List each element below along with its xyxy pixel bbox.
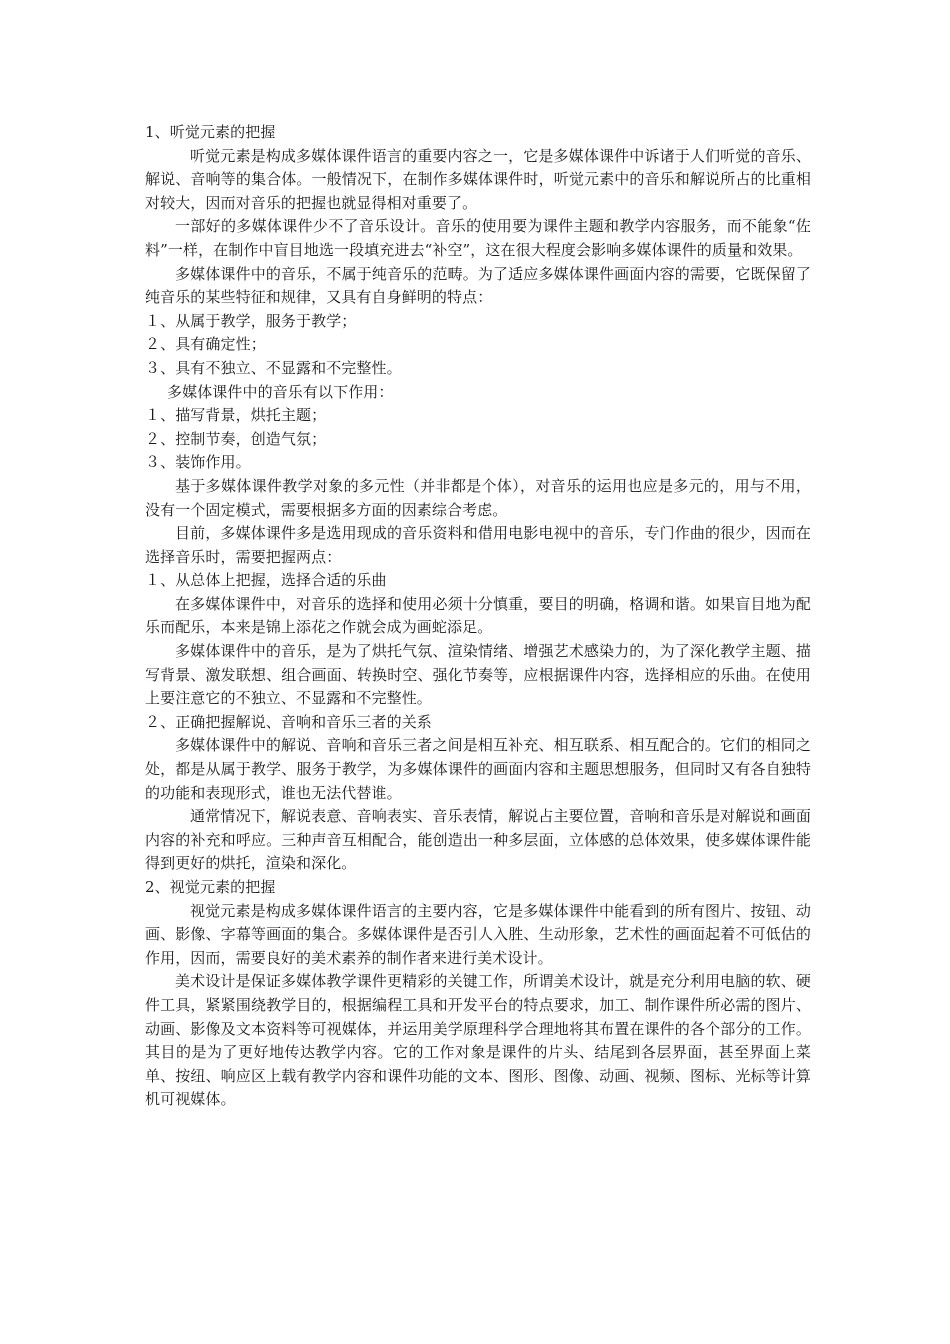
list-item: ２、具有确定性； [145,335,266,354]
paragraph: 听觉元素是构成多媒体课件语言的重要内容之一，它是多媒体课件中诉诸于人们听觉的音乐、解说、音响等的集合体。一般情况下，在制作多媒体课件时，听觉元素中的音乐和解说所占的比重相对较大，因而对音乐的把握也就显得相对重要了。 [145,146,811,212]
list-item: ２、正确把握解说、音响和音乐三者的关系 [145,712,432,731]
list-item: ２、控制节奏，创造气氛； [145,429,327,448]
paragraph: 基于多媒体课件教学对象的多元性（并非都是个体），对音乐的运用也应是多元的，用与不用，没有一个固定模式，需要根据多方面的因素综合考虑。 [145,476,811,519]
paragraph: 目前，多媒体课件多是选用现成的音乐资料和借用电影电视中的音乐，专门作曲的很少，因而在选择音乐时，需要把握两点： [145,524,811,566]
paragraph: 美术设计是保证多媒体教学课件更精彩的关键工作，所谓美术设计，就是充分利用电脑的软、硬件工具，紧紧围绕教学目的，根据编程工具和开发平台的特点要求，加工、制作课件所必需的图片、动画、影像及文本资料等可视媒体，并运用美学原理科学合理地将其布置在课件的各个部分的工作。其目的是为了更好地传达教学内容。它的工作对象是课件的片头、结尾到各层界面，甚至界面上菜单、按纽、响应区上载有教学内容和课件功能的文本、图形、图像、动画、视频、图标、光标等计算机可视媒体。 [145,972,811,1109]
paragraph: 多媒体课件中的音乐，不属于纯音乐的范畴。为了适应多媒体课件画面内容的需要，它既保留了纯音乐的某些特征和规律，又具有自身鲜明的特点： [145,264,811,307]
paragraph: 多媒体课件中的音乐有以下作用： [167,382,394,401]
paragraph: 在多媒体课件中，对音乐的选择和使用必须十分慎重，要目的明确，格调和谐。如果盲目地为配乐而配乐，本来是锦上添花之作就会成为画蛇添足。 [145,594,811,637]
paragraph: 多媒体课件中的音乐，是为了烘托气氛、渲染情绪、增强艺术感染力的，为了深化教学主题、描写背景、激发联想、组合画面、转换时空、强化节奏等，应根据课件内容，选择相应的乐曲。在使用上要注意它的不独立、不显露和不完整性。 [145,642,811,708]
paragraph: 多媒体课件中的解说、音响和音乐三者之间是相互补充、相互联系、相互配合的。它们的相同之处，都是从属于教学、服务于教学，为多媒体课件的画面内容和主题思想服务，但同时又有各自独特的功能和表现形式，谁也无法代替谁。 [145,736,811,802]
paragraph: 通常情况下，解说表意、音响表实、音乐表情，解说占主要位置，音响和音乐是对解说和画面内容的补充和呼应。三种声音互相配合，能创造出一种多层面，立体感的总体效果，使多媒体课件能得到更好的烘托，渲染和深化。 [145,807,811,873]
paragraph: 一部好的多媒体课件少不了音乐设计。音乐的使用要为课件主题和教学内容服务，而不能象“佐料”一样，在制作中盲目地选一段填充进去“补空”，这在很大程度会影响多媒体课件的质量和效果。 [145,217,811,259]
list-item: ３、装饰作用。 [145,453,251,472]
list-item: １、从总体上把握，选择合适的乐曲 [145,571,387,590]
list-item: １、描写背景，烘托主题； [145,406,327,425]
section-heading-visual: 2、视觉元素的把握 [145,878,276,896]
document-body [145,121,811,1112]
section-heading-auditory: 1、听觉元素的把握 [145,123,276,141]
list-item: １、从属于教学，服务于教学； [145,311,357,330]
paragraph: 视觉元素是构成多媒体课件语言的主要内容，它是多媒体课件中能看到的所有图片、按钮、动画、影像、字幕等画面的集合。多媒体课件是否引人入胜、生动形象，艺术性的画面起着不可低估的作用，因而，需要良好的美术素养的制作者来进行美术设计。 [145,901,811,967]
list-item: ３、具有不独立、不显露和不完整性。 [145,358,402,377]
